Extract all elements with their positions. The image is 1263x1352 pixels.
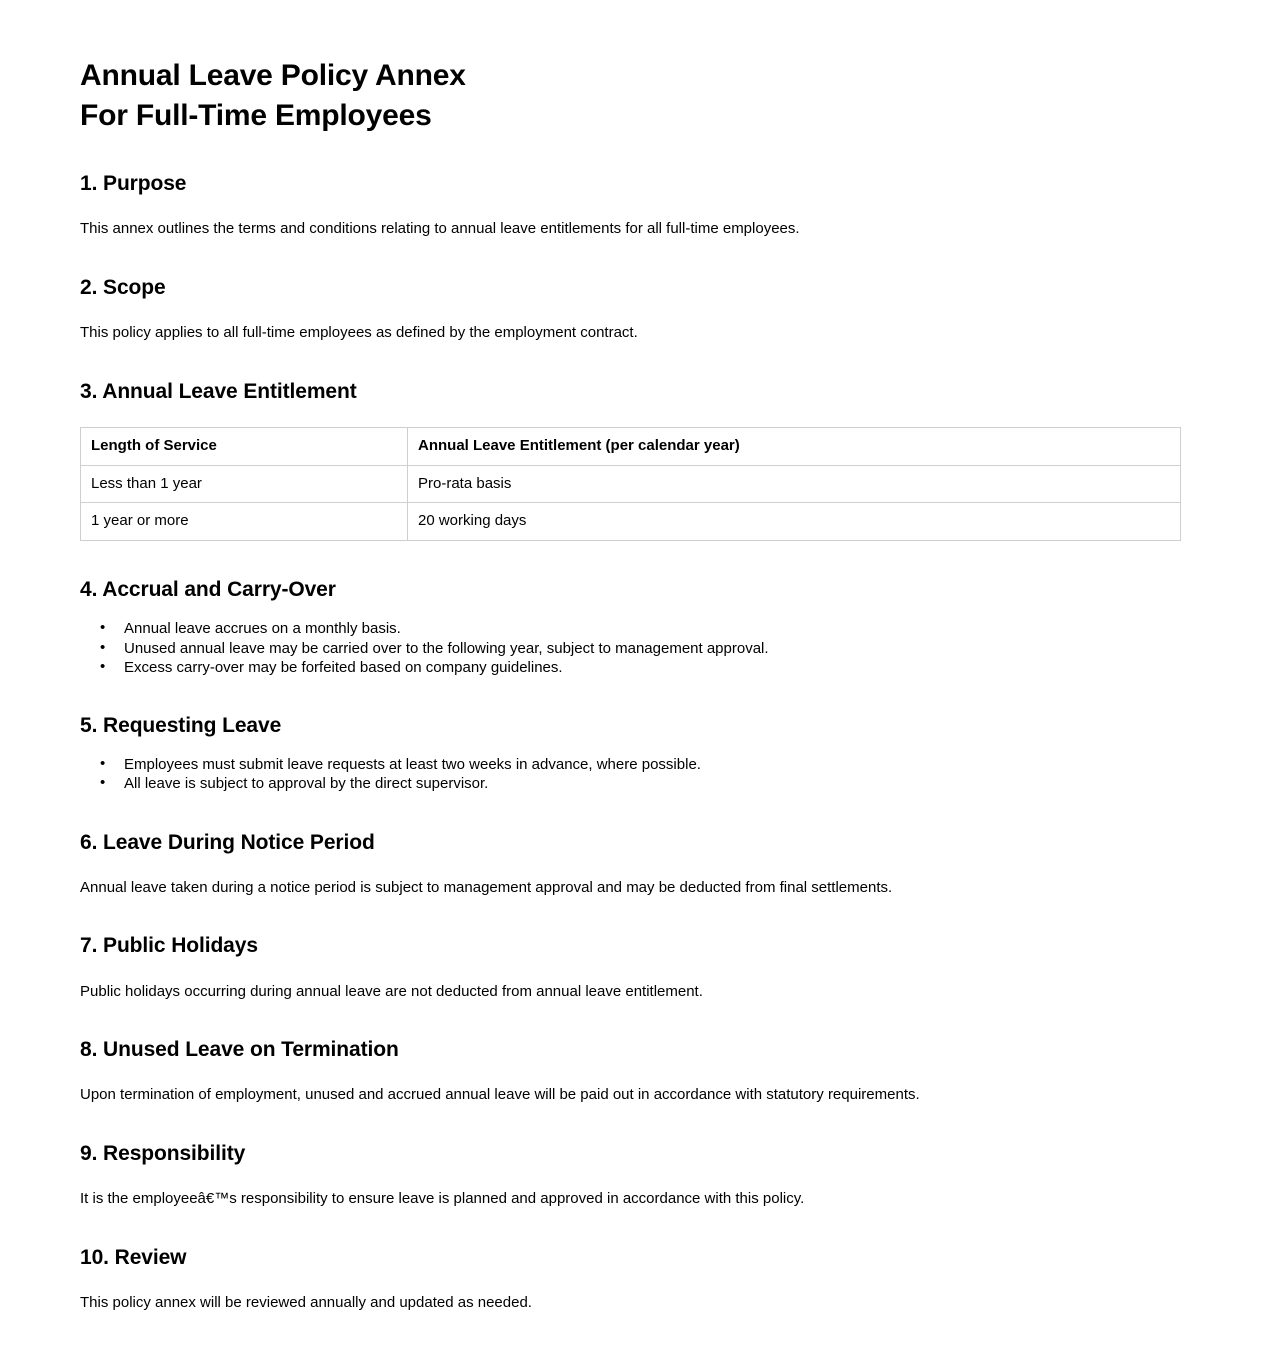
table-cell-service-0: Less than 1 year — [81, 465, 408, 503]
section-paragraph-purpose: This annex outlines the terms and conditions relating to annual leave entitlements for all full-time employees. — [80, 220, 800, 238]
list-item: • Excess carry-over may be forfeited based on company guidelines. — [112, 658, 1183, 677]
section-heading-purpose: 1. Purpose — [80, 172, 187, 196]
section-heading-accrual: 4. Accrual and Carry-Over — [80, 578, 336, 602]
section-paragraph-unused-leave: Upon termination of employment, unused and accrued annual leave will be paid out in accordance with statutory requirements. — [80, 1086, 920, 1104]
page-title-line-2: For Full-Time Employees — [80, 98, 432, 132]
table-header-row — [81, 427, 1181, 465]
section-heading-requesting-leave: 5. Requesting Leave — [80, 714, 282, 737]
page-title — [80, 56, 1183, 135]
bullet-list-requesting-leave — [80, 755, 1183, 793]
section-paragraph-review: This policy annex will be reviewed annually and updated as needed. — [80, 1293, 532, 1311]
list-item: • All leave is subject to approval by the direct supervisor. — [112, 774, 1183, 793]
section-paragraph-public-holidays: Public holidays occurring during annual leave are not deducted from annual leave entitlement. — [80, 982, 703, 1000]
section-heading-responsibility: 9. Responsibility — [80, 1141, 246, 1165]
table-cell-entitlement-0: Pro-rata basis — [408, 465, 1181, 503]
section-paragraph-scope: This policy applies to all full-time employees as defined by the employment contract. — [80, 324, 638, 342]
table-cell-entitlement-1: 20 working days — [408, 503, 1181, 541]
section-heading-public-holidays: 7. Public Holidays — [80, 934, 258, 958]
section-heading-unused-leave: 8. Unused Leave on Termination — [80, 1038, 399, 1062]
table-column-header-entitlement: Annual Leave Entitlement (per calendar year) — [408, 427, 1181, 465]
section-paragraph-responsibility: It is the employeeâ€™s responsibility to ensure leave is planned and approved in accordance with this policy. — [80, 1190, 805, 1208]
list-item: • Unused annual leave may be carried over to the following year, subject to management approval. — [112, 639, 1183, 658]
section-paragraph-notice-period: Annual leave taken during a notice period is subject to management approval and may be deducted from final settlements. — [80, 878, 893, 896]
list-item: • Employees must submit leave requests at least two weeks in advance, where possible. — [112, 755, 1183, 774]
page-title-line-1: Annual Leave Policy Annex — [80, 59, 466, 92]
entitlement-table — [80, 427, 1181, 541]
list-item: • Annual leave accrues on a monthly basis. — [112, 619, 1183, 638]
table-row — [81, 465, 1181, 503]
section-heading-review: 10. Review — [80, 1245, 187, 1269]
table-row — [81, 503, 1181, 541]
section-heading-notice-period: 6. Leave During Notice Period — [80, 830, 375, 854]
table-cell-service-1: 1 year or more — [81, 503, 408, 541]
table-column-header-length-of-service: Length of Service — [81, 427, 408, 465]
section-heading-scope: 2. Scope — [80, 275, 166, 299]
section-heading-entitlement: 3. Annual Leave Entitlement — [80, 379, 357, 403]
bullet-list-accrual — [80, 619, 1183, 677]
